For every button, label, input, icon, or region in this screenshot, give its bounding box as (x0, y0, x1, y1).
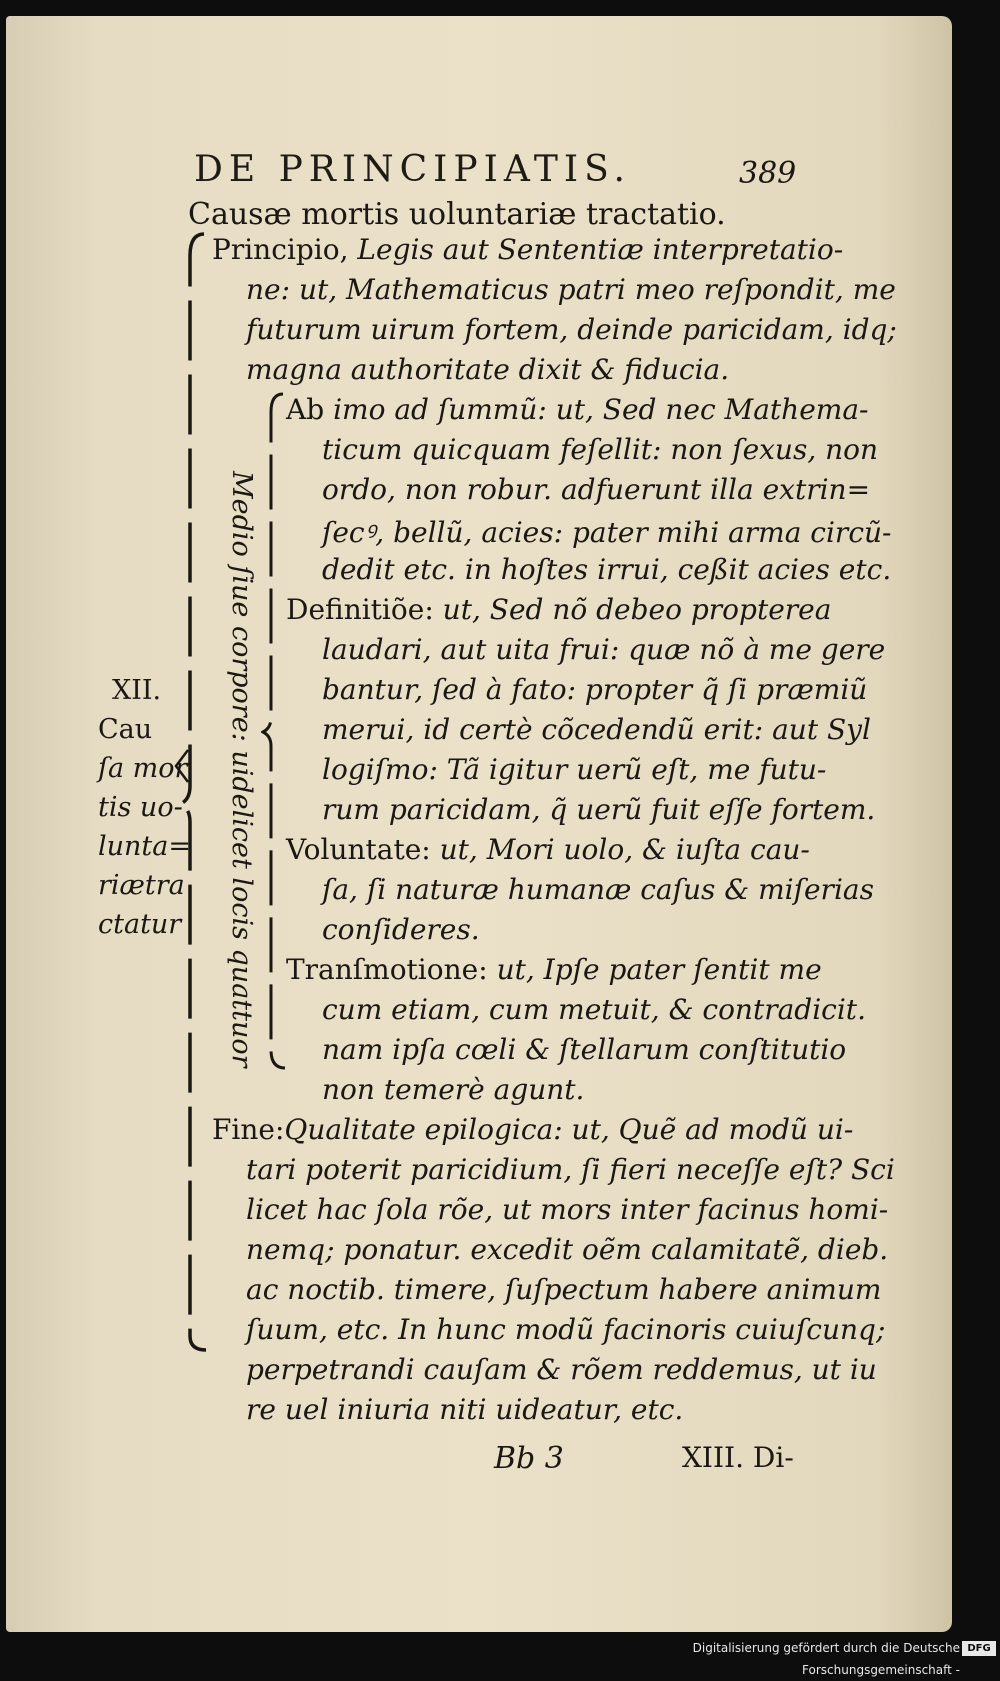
section-subtitle: Causæ mortis uoluntariæ tractatio. (188, 197, 726, 232)
voluntate-line-3: conſideres. (322, 913, 480, 946)
signature-mark: Bb 3 (494, 1441, 564, 1476)
vertical-caption: Medio ſiue corpore: uidelicet locis quattuor (226, 471, 257, 1068)
principio-line-4: magna authoritate dixit & fiducia. (246, 353, 730, 386)
principio-line-1: Principio, Legis aut Sententiæ interpretatio- (212, 233, 844, 266)
definitione-line-4: merui, id certè cõcedendũ erit: aut Syl (322, 713, 871, 746)
definitione-line-5: logiſmo: Tã igitur uerũ eſt, me futu- (322, 753, 827, 786)
transmotione-line-4: non temerè agunt. (322, 1073, 585, 1106)
inner-brace (261, 388, 291, 1078)
transmotione-line-1: Tranſmotione: ut, Ipſe pater ſentit me (286, 953, 822, 986)
definitione-line-1: Definitiõe: ut, Sed nõ debeo propterea (286, 593, 832, 626)
ab-imo-line-5: dedit etc. in hoſtes irrui, ceßit acies etc. (322, 553, 892, 586)
fine-line-7: perpetrandi cauſam & rõem reddemus, ut iu (246, 1353, 877, 1386)
catchword: XIII. Di- (682, 1441, 794, 1474)
fine-line-1: Fine:Qualitate epilogica: ut, Quẽ ad modũ ui- (212, 1113, 854, 1146)
fine-line-2: tari poterit paricidium, ſi fieri neceſſe eſt? Sci (246, 1153, 895, 1186)
fine-line-3: licet hac ſola rõe, ut mors inter facinus homi- (246, 1193, 889, 1226)
transmotione-line-3: nam ipſa cœli & ſtellarum conſtitutio (322, 1033, 847, 1066)
fine-line-6: ſuum, etc. In hunc modũ facinoris cuiuſcunq; (246, 1313, 886, 1346)
book-page (6, 16, 952, 1632)
principio-line-3: futurum uirum fortem, deinde paricidam, idq; (246, 313, 897, 346)
ab-imo-line-2: ticum quicquam feſellit: non ſexus, non (322, 433, 879, 466)
ab-imo-line-4: ſecꝰ, bellũ, acies: pater mihi arma circũ- (322, 516, 892, 549)
running-title: DE PRINCIPIATIS. (194, 149, 631, 190)
principio-line-2: ne: ut, Mathematicus patri meo reſpondit, me (246, 273, 896, 306)
margin-brace-tip (172, 746, 192, 786)
fine-line-5: ac noctib. timere, ſuſpectum habere animum (246, 1273, 882, 1306)
ab-imo-line-3: ordo, non robur. adfuerunt illa extrin= (322, 473, 871, 506)
ab-imo-line-1: Ab imo ad ſummũ: ut, Sed nec Mathema- (286, 393, 869, 426)
fine-line-4: nemq; ponatur. excedit oẽm calamitatẽ, dieb. (246, 1233, 889, 1266)
fine-line-8: re uel iniuria niti uideatur, etc. (246, 1393, 684, 1426)
page-number: 389 (739, 156, 797, 191)
voluntate-line-1: Voluntate: ut, Mori uolo, & iuſta cau- (286, 833, 810, 866)
definitione-line-6: rum paricidam, q̃ uerũ fuit eſſe fortem. (322, 793, 876, 826)
definitione-line-2: laudari, aut uita frui: quæ nõ à me gere (322, 633, 886, 666)
voluntate-line-2: ſa, ſi naturæ humanæ caſus & miſerias (322, 873, 874, 906)
outer-brace (176, 226, 216, 1356)
margin-note: XII. Cau ſa mor tis uo- lunta= riætra ctatur (98, 675, 191, 940)
principio-head: Principio, (212, 233, 349, 266)
transmotione-line-2: cum etiam, cum metuit, & contradicit. (322, 993, 866, 1026)
digitization-credit: Digitalisierung gefördert durch die Deutsche Forschungsgemeinschaft - (550, 1637, 1000, 1659)
definitione-line-3: bantur, ſed à fato: propter q̃ ſi præmiũ (322, 673, 868, 706)
dfg-logo: DFG (962, 1641, 996, 1656)
